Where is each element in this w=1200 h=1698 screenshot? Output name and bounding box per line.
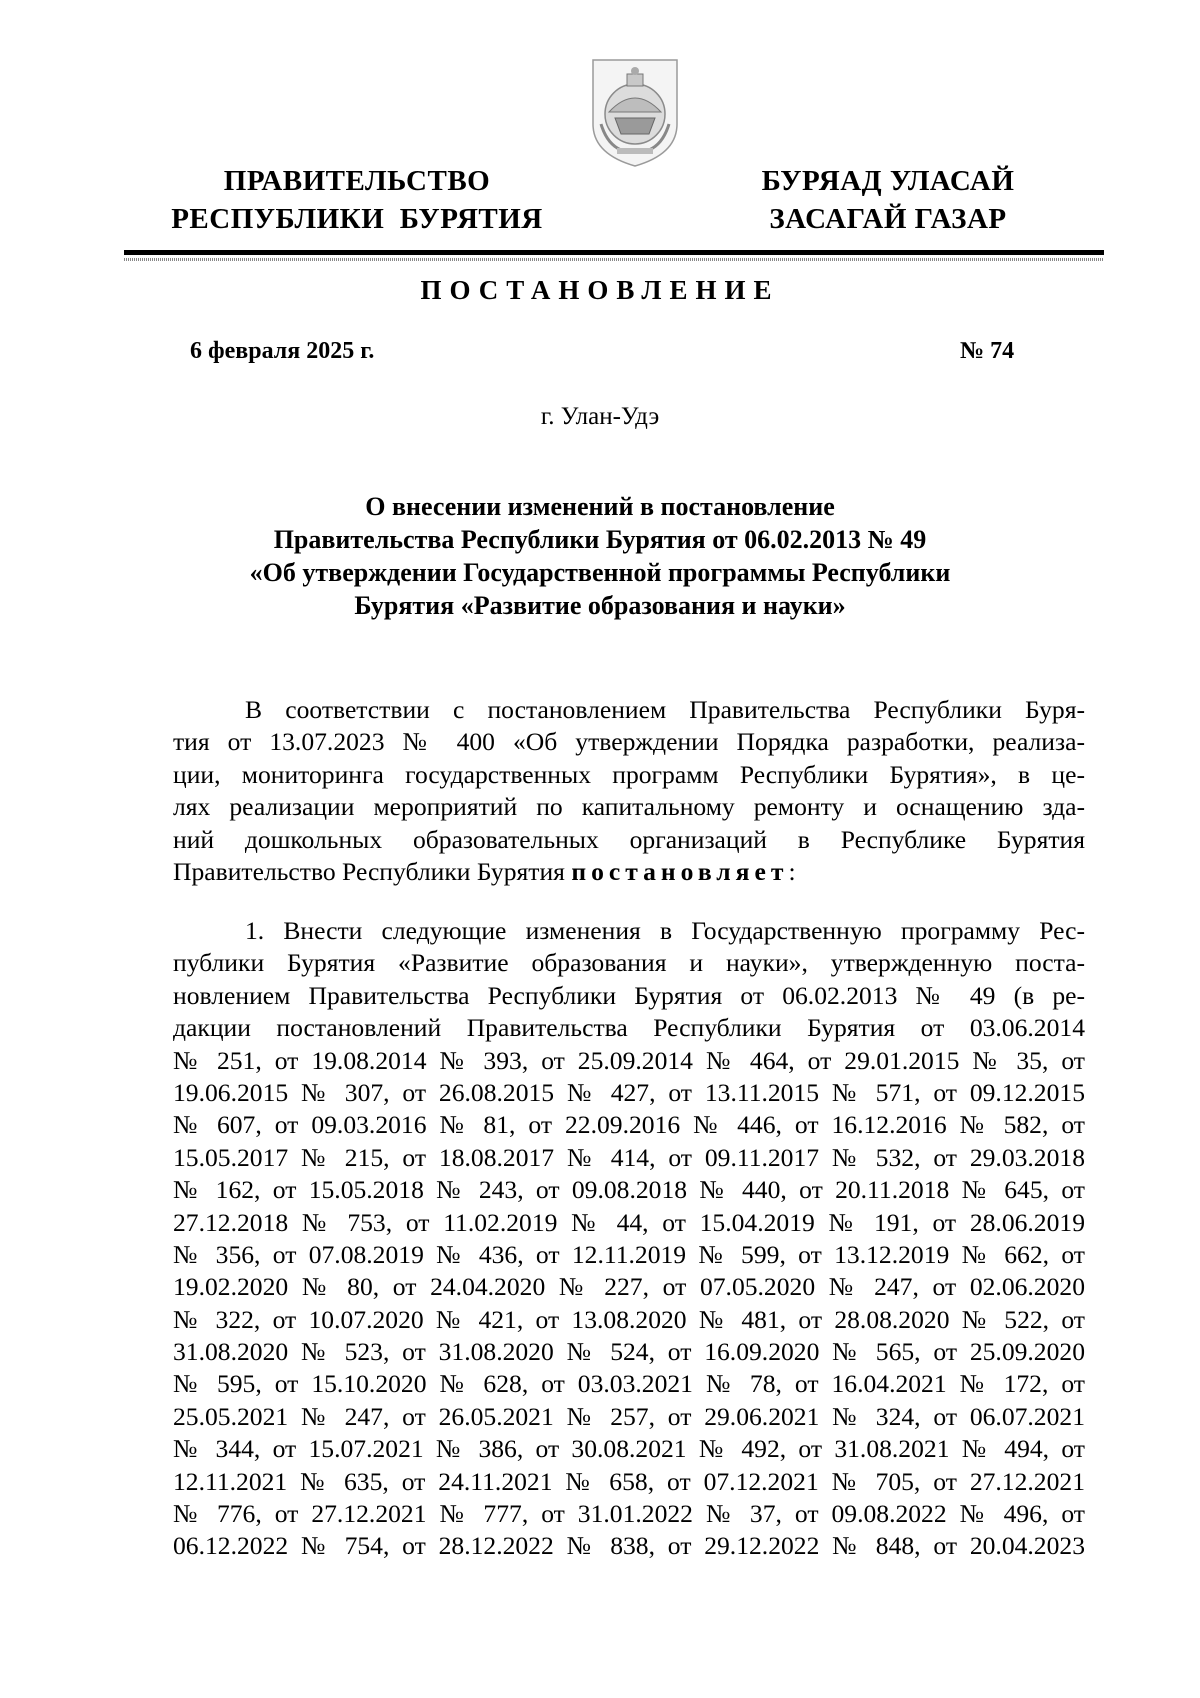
paragraph-preamble	[173, 694, 1085, 888]
paragraph-line: 25.05.2021 № 247, от 26.05.2021 № 257, от 29.06.2021 № 324, от 06.07.2021	[173, 1401, 1085, 1431]
paragraph-line: № 776, от 27.12.2021 № 777, от 31.01.2022 № 37, от 09.08.2022 № 496, от	[173, 1499, 1085, 1529]
government-name-line-2: РЕСПУБЛИКИ БУРЯТИЯ	[171, 203, 543, 235]
paragraph-line: ний дошкольных образовательных организаций в Республике Бурятия	[173, 824, 1085, 854]
paragraph-line: 1. Внести следующие изменения в Государственную программу Рес-	[245, 916, 1085, 945]
paragraph-line: 15.05.2017 № 215, от 18.08.2017 № 414, от 09.11.2017 № 532, от 29.03.2018	[173, 1142, 1085, 1172]
paragraph-line: 19.02.2020 № 80, от 24.04.2020 № 227, от 07.05.2020 № 247, от 02.06.2020	[173, 1272, 1085, 1302]
paragraph-line: ции, мониторинга государственных программ Республики Бурятия», в це-	[173, 759, 1085, 789]
paragraph-line: № 322, от 10.07.2020 № 421, от 13.08.2020 № 481, от 28.08.2020 № 522, от	[173, 1304, 1085, 1334]
title-line: Бурятия «Развитие образования и науки»	[354, 591, 846, 620]
paragraph-line: новлением Правительства Республики Бурятия от 06.02.2013 № 49 (в ре-	[173, 980, 1085, 1010]
document-type: ПОСТАНОВЛЕНИЕ	[420, 275, 780, 305]
government-name-line-1: ПРАВИТЕЛЬСТВО	[223, 165, 491, 197]
government-name-buryat-line-1: БУРЯАД УЛАСАЙ	[761, 165, 1015, 197]
paragraph-line: № 607, от 09.03.2016 № 81, от 22.09.2016 № 446, от 16.12.2016 № 582, от	[173, 1110, 1085, 1140]
government-name-buryat-line-2: ЗАСАГАЙ ГАЗАР	[769, 203, 1007, 235]
government-name-russian	[162, 162, 552, 238]
resolution-verb: постановляет	[571, 856, 789, 886]
paragraph-line: 31.08.2020 № 523, от 31.08.2020 № 524, от 16.09.2020 № 565, от 25.09.2020	[173, 1337, 1085, 1367]
header-rule-thick	[124, 250, 1104, 255]
title-line: О внесении изменений в постановление	[365, 492, 835, 521]
paragraph-line: № 251, от 19.08.2014 № 393, от 25.09.2014 № 464, от 29.01.2015 № 35, от	[173, 1045, 1085, 1075]
paragraph-line: В соответствии с постановлением Правительства Республики Буря-	[245, 695, 1085, 724]
resolution-prefix: Правительство Республики Бурятия	[173, 856, 572, 886]
document-title	[170, 490, 1030, 622]
paragraph-line: тия от 13.07.2023 № 400 «Об утверждении Порядка разработки, реализа-	[173, 727, 1085, 757]
paragraph-line: № 356, от 07.08.2019 № 436, от 12.11.2019 № 599, от 13.12.2019 № 662, от	[173, 1239, 1085, 1269]
title-line: «Об утверждении Государственной программы Республики	[249, 558, 951, 587]
header-rule-thin	[124, 258, 1104, 261]
paragraph-line: 27.12.2018 № 753, от 11.02.2019 № 44, от 15.04.2019 № 191, от 28.06.2019	[173, 1207, 1085, 1237]
paragraph-line: 12.11.2021 № 635, от 24.11.2021 № 658, от 07.12.2021 № 705, от 27.12.2021	[173, 1466, 1085, 1496]
document-city: г. Улан-Удэ	[540, 403, 660, 430]
title-line: Правительства Республики Бурятия от 06.02.2013 № 49	[273, 525, 927, 554]
document-number: № 74	[960, 338, 1015, 364]
paragraph-line: 19.06.2015 № 307, от 26.08.2015 № 427, от 13.11.2015 № 571, от 09.12.2015	[173, 1077, 1085, 1107]
paragraph-line: 06.12.2022 № 754, от 28.12.2022 № 838, от 29.12.2022 № 848, от 20.04.2023	[173, 1531, 1085, 1561]
government-name-buryat	[738, 162, 1038, 238]
paragraph-line: дакции постановлений Правительства Республики Бурятия от 03.06.2014	[173, 1013, 1085, 1043]
paragraph-item-1	[173, 915, 1085, 1563]
paragraph-line: публики Бурятия «Развитие образования и науки», утвержденную поста-	[173, 948, 1085, 978]
paragraph-line: № 595, от 15.10.2020 № 628, от 03.03.2021 № 78, от 16.04.2021 № 172, от	[173, 1369, 1085, 1399]
paragraph-line: лях реализации мероприятий по капитальному ремонту и оснащению зда-	[173, 792, 1085, 822]
document-date: 6 февраля 2025 г.	[190, 338, 375, 364]
paragraph-line: № 344, от 15.07.2021 № 386, от 30.08.2021 № 492, от 31.08.2021 № 494, от	[173, 1434, 1085, 1464]
resolution-suffix: :	[788, 856, 796, 886]
paragraph-line: № 162, от 15.05.2018 № 243, от 09.08.2018 № 440, от 20.11.2018 № 645, от	[173, 1175, 1085, 1205]
paragraph-line	[173, 856, 1085, 888]
coat-of-arms-emblem	[587, 54, 683, 170]
